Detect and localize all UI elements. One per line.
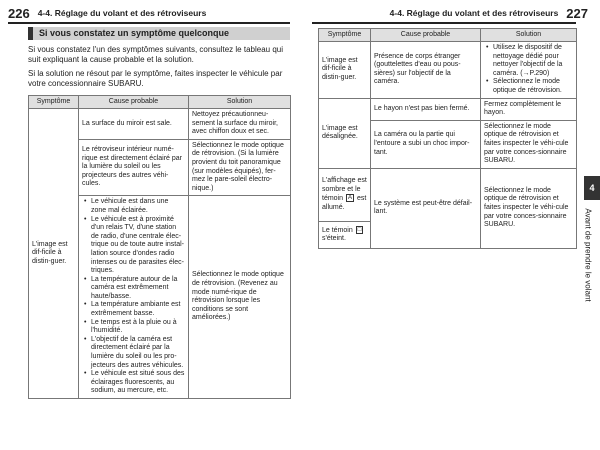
solution-cell: Nettoyez précautionneu-sement la surface du miroir, avec chiffon doux et sec. (189, 109, 291, 140)
list-item: • Le véhicule est dans une zone mal éclairée. (91, 198, 185, 215)
right-page-number: 227 (566, 5, 588, 21)
solution-cell (481, 42, 577, 99)
right-chapter-title: 4-4. Réglage du volant et des rétroviseurs (389, 8, 559, 18)
left-page-number: 226 (8, 5, 30, 21)
symptom-header: Symptôme (29, 96, 79, 109)
table-row (319, 98, 577, 120)
intro-paragraph: Si vous constatez l'un des symptômes suivants, consultez le tableau qui suit expliquant la cause probable et la solution. (28, 45, 283, 64)
warning-indicator-icon: A (347, 195, 352, 202)
cause-header: Cause probable (371, 29, 481, 42)
solution-cell: Fermez complètement le hayon. (481, 98, 577, 120)
symptom-text: L'affichage est sombre et le témoin (322, 177, 367, 203)
left-symptom-table (28, 95, 291, 399)
list-item: • La température autour de la caméra est extrêmement haute/basse. (91, 276, 185, 302)
left-page-header (8, 4, 206, 22)
solution-cell: Sélectionnez le mode optique de rétrovision. (Si la lumière provient du toit panoramique (sur modèles équipés), fer-mez le pare-soleil électro-nique.) (189, 139, 291, 196)
right-header-rule (312, 22, 576, 24)
symptom-cell (319, 221, 371, 248)
solution-header: Solution (189, 96, 291, 109)
table-row (29, 109, 291, 140)
list-item: • Le véhicule est à proximité d'un relais TV, d'une station de radio, d'une centrale élec-trique ou de toute autre instal-lation source d'ondes radio intenses ou de parasites élec-triques. (91, 216, 185, 276)
cause-cell: La caméra ou la partie qui l'entoure a subi un choc impor-tant. (371, 120, 481, 168)
left-header-rule (8, 22, 290, 24)
solution-header: Solution (481, 29, 577, 42)
table-row (319, 168, 577, 221)
mirror-indicator-icon: □ (357, 226, 362, 233)
list-item: • Sélectionnez le mode optique de rétrovision. (493, 78, 573, 95)
right-symptom-table (318, 28, 577, 249)
chapter-tab: 4 (584, 176, 600, 200)
solution-list (484, 44, 573, 96)
list-item: • Le véhicule est situé sous des éclairages fluorescents, au sodium, au mercure, etc. (91, 370, 185, 396)
symptom-cell: L'image est désalignée. (319, 98, 371, 168)
symptom-text: Le témoin (322, 226, 353, 234)
chapter-tab-label-text: Avant de prendre le volant (583, 208, 593, 302)
table-header-row (319, 29, 577, 42)
section-title: Si vous constatez un symptôme quelconque (28, 27, 290, 40)
symptom-header: Symptôme (319, 29, 371, 42)
cause-cell (79, 196, 189, 399)
advice-paragraph: Si la solution ne résout par le symptôme, faites inspecter le véhicule par votre concessionnaire SUBARU. (28, 69, 283, 88)
solution-cell: Sélectionnez le mode optique de rétrovision et faites inspecter le véhi-cule par votre conces-sionnaire SUBARU. (481, 120, 577, 168)
cause-cell: La surface du miroir est sale. (79, 109, 189, 140)
symptom-cell: L'image est dif-ficile à distin-guer. (29, 109, 79, 399)
cause-header: Cause probable (79, 96, 189, 109)
cause-cell: Le rétroviseur intérieur numé-rique est directement éclairé par la lumière du soleil ou les projecteurs des autres véhi-cules. (79, 139, 189, 196)
list-item: • L'objectif de la caméra est directement éclairé par la lumière du soleil ou les pro-jecteurs des autres véhicules. (91, 336, 185, 370)
cause-list (82, 198, 185, 396)
symptom-cell: L'image est dif-ficile à distin-guer. (319, 42, 371, 99)
symptom-text: s'éteint. (322, 235, 346, 243)
symptom-cell (319, 168, 371, 221)
cause-cell: Le système est peut-être défail-lant. (371, 168, 481, 248)
chapter-tab-label (583, 205, 593, 305)
list-item: • Le temps est à la pluie ou à l'humidité. (91, 319, 185, 336)
solution-cell: Sélectionnez le mode optique de rétrovision. (Revenez au mode numé-rique de rétrovision lorsque les conditions se sont améliorées.) (189, 196, 291, 399)
table-row (319, 42, 577, 99)
list-item: • La température ambiante est extrêmement basse. (91, 301, 185, 318)
symptom-text: est allumé. (322, 195, 367, 211)
cause-cell: Présence de corps étranger (gouttelettes d'eau ou pous-sières) sur l'objectif de la caméra. (371, 42, 481, 99)
list-item: • Utilisez le dispositif de nettoyage dédié pour nettoyer l'objectif de la caméra. (→P.290) (493, 44, 573, 78)
solution-cell: Sélectionnez le mode optique de rétrovision et faites inspecter le véhi-cule par votre conces-sionnaire SUBARU. (481, 168, 577, 248)
right-page-header (390, 4, 588, 22)
cause-cell: Le hayon n'est pas bien fermé. (371, 98, 481, 120)
left-chapter-title: 4-4. Réglage du volant et des rétroviseurs (37, 8, 207, 18)
table-header-row (29, 96, 291, 109)
